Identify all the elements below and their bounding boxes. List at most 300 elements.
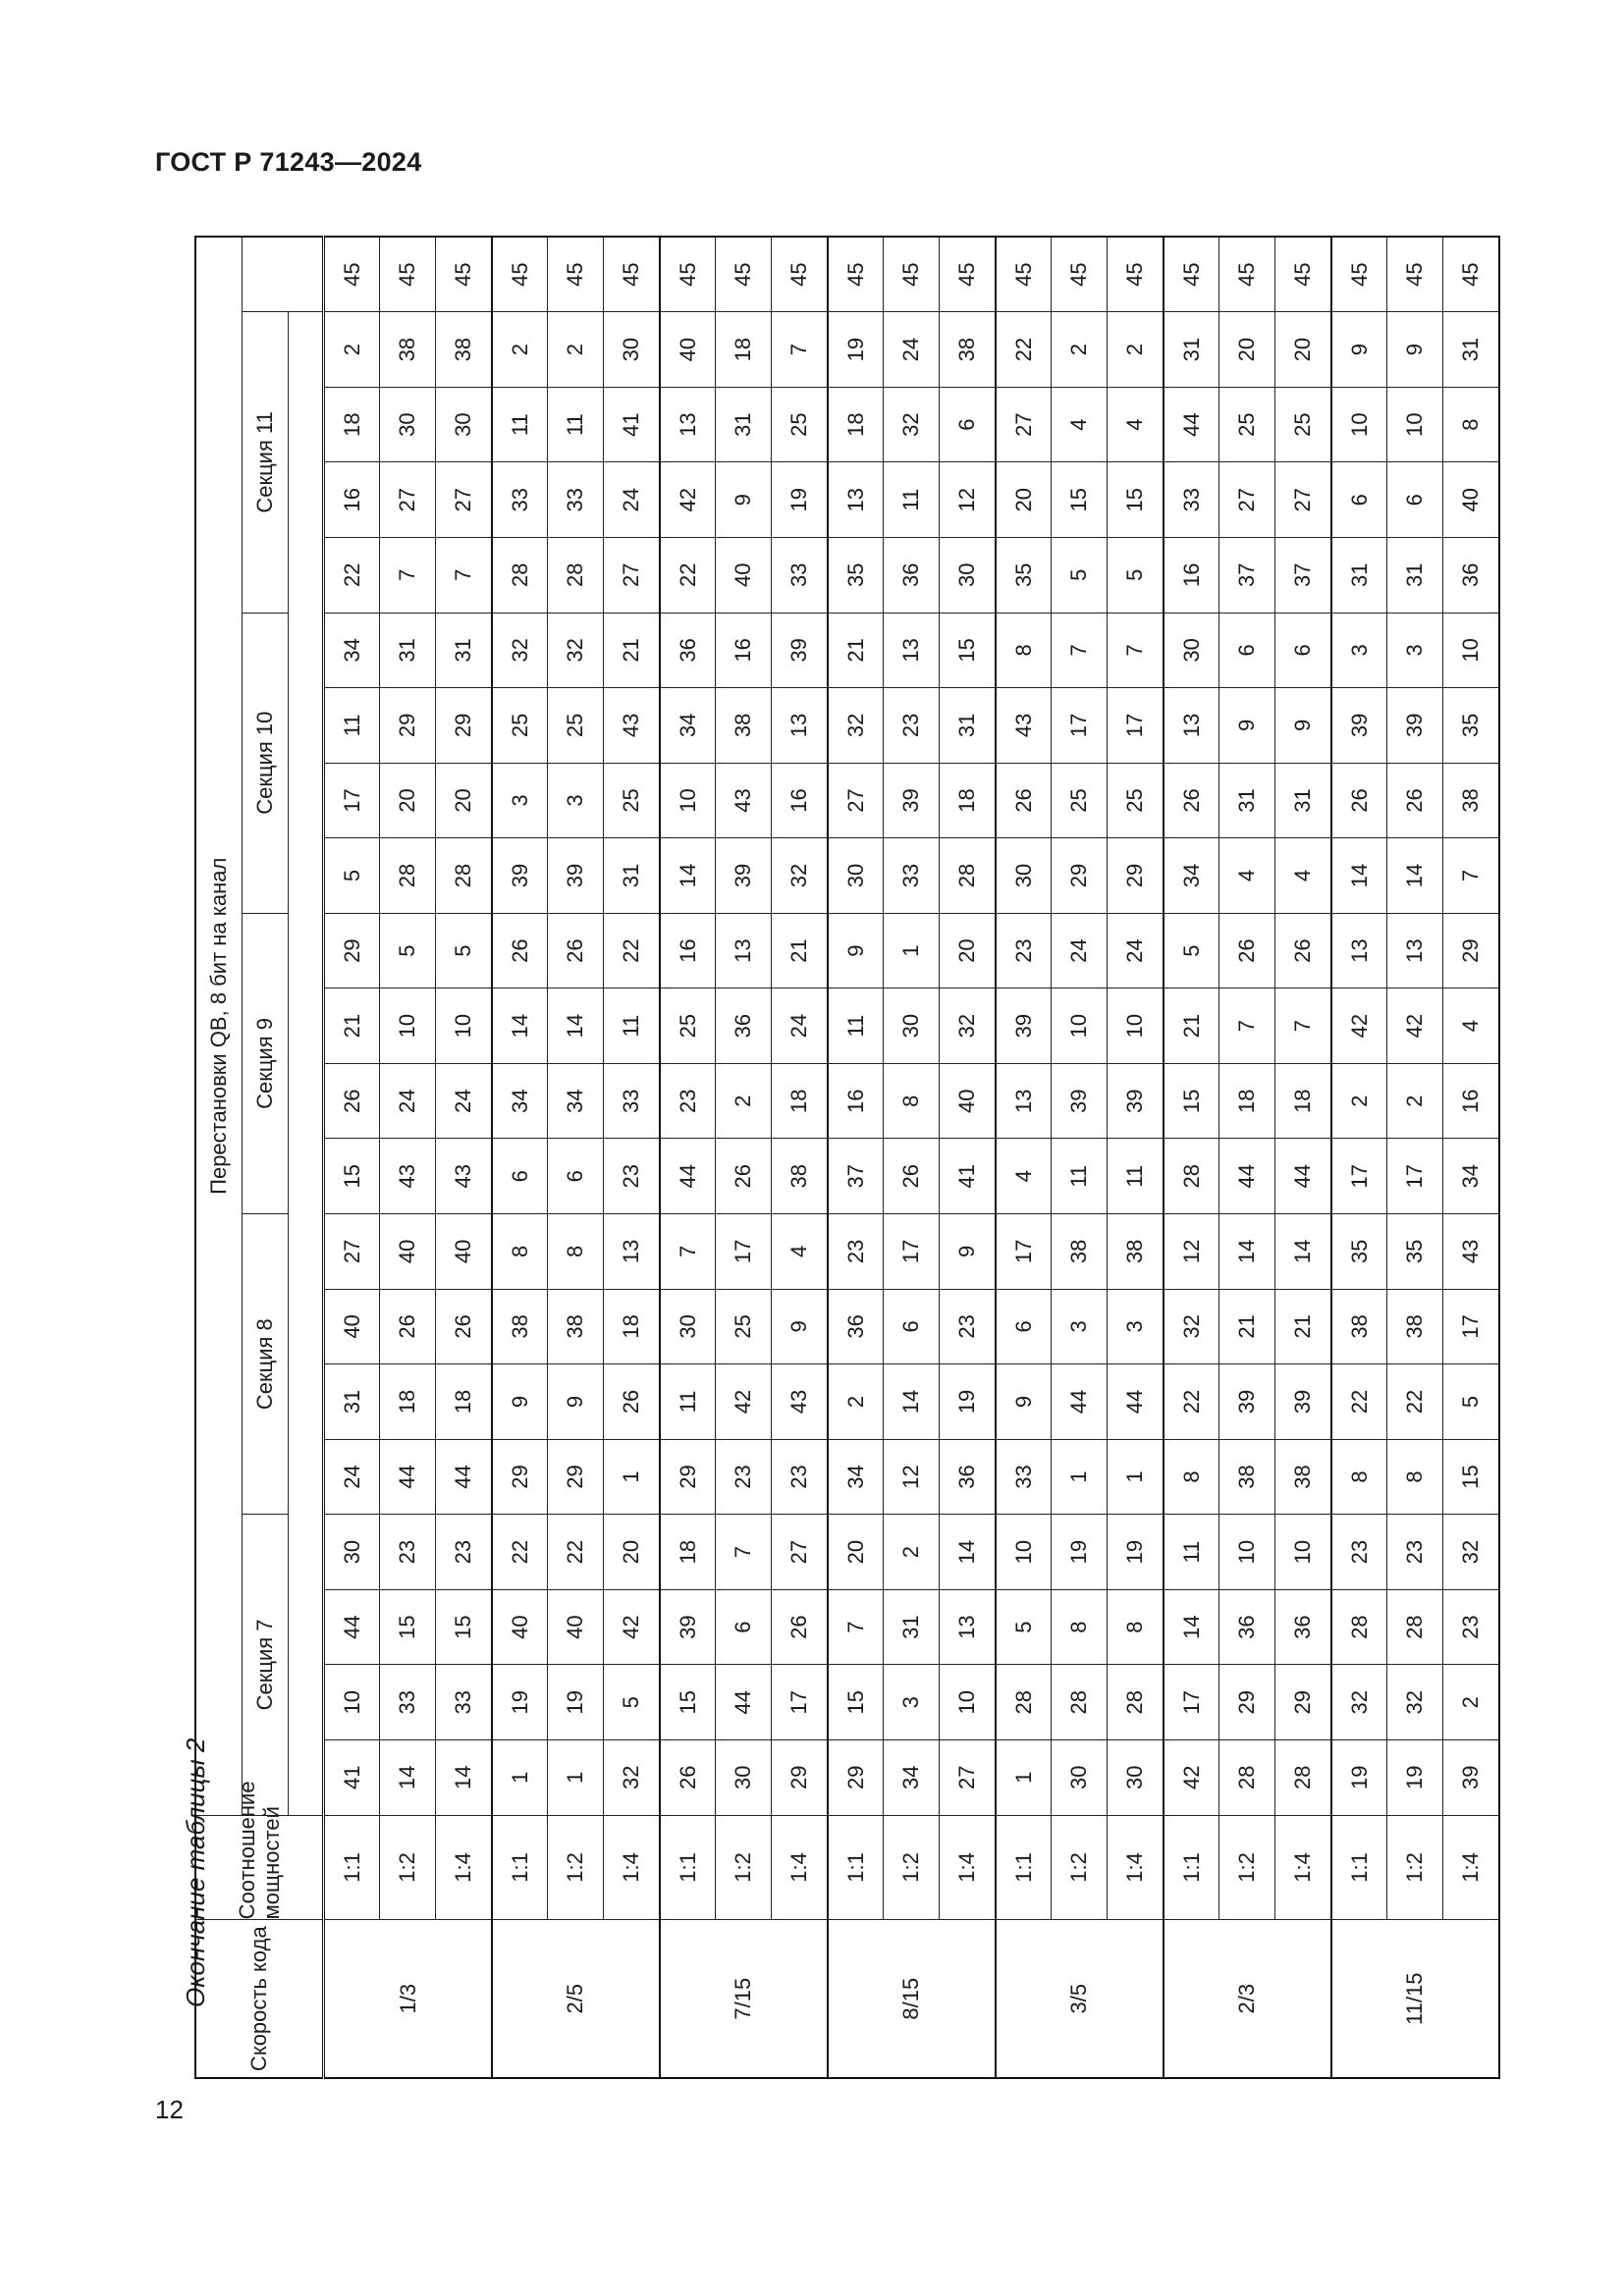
permutation-value-cell: 22: [1387, 1364, 1443, 1440]
header-group-permutations: Перестановки QB, 8 бит на канал: [195, 237, 243, 1815]
permutation-value-cell: 30: [660, 1289, 716, 1364]
permutation-value-cell: 10: [436, 988, 492, 1064]
permutation-value-cell: 21: [828, 613, 884, 688]
table-caption: Окончание таблицы 2: [181, 1737, 210, 2007]
permutation-value-cell: 45: [884, 237, 940, 312]
permutation-value-cell: 3: [1331, 613, 1387, 688]
permutation-value-cell: 15: [828, 1665, 884, 1740]
permutation-value-cell: 4: [1443, 988, 1499, 1064]
permutation-value-cell: 12: [940, 462, 996, 538]
permutation-value-cell: 27: [436, 462, 492, 538]
permutation-value-cell: 41: [604, 387, 660, 462]
permutation-value-cell: 33: [604, 1063, 660, 1139]
permutation-value-cell: 13: [1164, 688, 1219, 764]
permutation-value-cell: 10: [380, 988, 436, 1064]
permutation-value-cell: 45: [548, 237, 604, 312]
permutation-value-cell: 36: [1219, 1589, 1275, 1665]
permutation-value-cell: 34: [1443, 1139, 1499, 1214]
permutation-value-cell: 9: [772, 1289, 828, 1364]
permutation-value-cell: 5: [1164, 913, 1219, 988]
permutation-value-cell: 36: [716, 988, 772, 1064]
permutation-value-cell: 9: [548, 1364, 604, 1440]
table-row: [884, 237, 940, 2078]
permutation-value-cell: 17: [996, 1214, 1052, 1290]
permutation-value-cell: 18: [940, 763, 996, 838]
permutation-value-cell: 11: [492, 387, 548, 462]
power-ratio-cell: 1:4: [940, 1815, 996, 1920]
permutation-value-cell: 25: [492, 688, 548, 764]
permutation-value-cell: 11: [1164, 1515, 1219, 1590]
permutation-value-cell: 29: [1052, 838, 1108, 914]
permutation-value-cell: 3: [1387, 613, 1443, 688]
permutation-value-cell: 14: [1387, 838, 1443, 914]
permutation-value-cell: 36: [1275, 1589, 1331, 1665]
permutation-value-cell: 17: [1052, 688, 1108, 764]
permutation-value-cell: 3: [548, 763, 604, 838]
permutation-value-cell: 21: [1219, 1289, 1275, 1364]
permutation-value-cell: 22: [996, 312, 1052, 388]
permutation-value-cell: 40: [548, 1589, 604, 1665]
permutation-value-cell: 18: [604, 1289, 660, 1364]
permutation-value-cell: 6: [940, 387, 996, 462]
permutation-value-cell: 30: [380, 387, 436, 462]
permutation-value-cell: 14: [1219, 1214, 1275, 1290]
permutation-value-cell: 30: [828, 838, 884, 914]
permutation-value-cell: 28: [996, 1665, 1052, 1740]
permutation-value-cell: 23: [380, 1515, 436, 1590]
permutation-value-cell: 45: [828, 237, 884, 312]
permutation-value-cell: 26: [1275, 913, 1331, 988]
permutation-value-cell: 44: [324, 1589, 380, 1665]
permutation-value-cell: 26: [660, 1739, 716, 1815]
permutation-value-cell: 31: [1443, 312, 1499, 388]
permutation-value-cell: 20: [940, 913, 996, 988]
permutation-value-cell: 26: [716, 1139, 772, 1214]
permutation-value-cell: 32: [548, 613, 604, 688]
section-header: Секция 9: [243, 913, 289, 1213]
permutation-value-cell: 38: [1331, 1289, 1387, 1364]
permutation-value-cell: 6: [1219, 613, 1275, 688]
permutation-value-cell: 8: [1387, 1439, 1443, 1515]
permutation-value-cell: 4: [772, 1214, 828, 1290]
permutation-value-cell: 11: [828, 988, 884, 1064]
permutation-value-cell: 13: [1387, 913, 1443, 988]
permutation-value-cell: 23: [1331, 1515, 1387, 1590]
section-header-last-column: [243, 237, 324, 312]
permutation-value-cell: 34: [1164, 838, 1219, 914]
permutation-value-cell: 33: [1164, 462, 1219, 538]
permutation-value-cell: 28: [1275, 1739, 1331, 1815]
permutation-value-cell: 26: [492, 913, 548, 988]
permutation-value-cell: 34: [884, 1739, 940, 1815]
permutation-value-cell: 40: [492, 1589, 548, 1665]
table-row: [436, 237, 492, 2078]
permutation-value-cell: 29: [828, 1739, 884, 1815]
permutation-value-cell: 44: [660, 1139, 716, 1214]
section-header-spacer: [289, 312, 324, 1815]
permutation-value-cell: 11: [1052, 1139, 1108, 1214]
table-row: [772, 237, 828, 2078]
permutation-value-cell: 7: [436, 537, 492, 613]
permutation-value-cell: 32: [884, 387, 940, 462]
permutation-value-cell: 5: [996, 1589, 1052, 1665]
permutation-value-cell: 13: [884, 613, 940, 688]
permutation-value-cell: 17: [1108, 688, 1164, 764]
permutation-value-cell: 8: [548, 1214, 604, 1290]
table-row: [1052, 237, 1108, 2078]
permutation-value-cell: 37: [1219, 537, 1275, 613]
permutation-value-cell: 31: [940, 688, 996, 764]
table-row: [996, 237, 1052, 2078]
permutation-value-cell: 24: [772, 988, 828, 1064]
permutation-value-cell: 44: [716, 1665, 772, 1740]
permutation-value-cell: 23: [940, 1289, 996, 1364]
permutation-value-cell: 29: [436, 688, 492, 764]
permutation-value-cell: 2: [324, 312, 380, 388]
permutation-value-cell: 23: [436, 1515, 492, 1590]
power-ratio-cell: 1:2: [884, 1815, 940, 1920]
table-row: [380, 237, 436, 2078]
permutation-value-cell: 31: [1275, 763, 1331, 838]
permutation-value-cell: 4: [1108, 387, 1164, 462]
permutation-value-cell: 26: [996, 763, 1052, 838]
permutation-value-cell: 30: [1108, 1739, 1164, 1815]
permutation-value-cell: 44: [436, 1439, 492, 1515]
permutation-value-cell: 29: [492, 1439, 548, 1515]
permutation-value-cell: 30: [324, 1515, 380, 1590]
permutation-value-cell: 26: [324, 1063, 380, 1139]
permutation-value-cell: 25: [772, 387, 828, 462]
permutation-value-cell: 11: [604, 988, 660, 1064]
permutation-value-cell: 32: [1331, 1665, 1387, 1740]
permutation-value-cell: 9: [492, 1364, 548, 1440]
permutation-value-cell: 20: [436, 763, 492, 838]
permutation-value-cell: 27: [1275, 462, 1331, 538]
permutation-value-cell: 7: [380, 537, 436, 613]
permutation-value-cell: 28: [436, 838, 492, 914]
permutation-value-cell: 28: [1387, 1589, 1443, 1665]
permutation-value-cell: 15: [1108, 462, 1164, 538]
permutation-value-cell: 35: [828, 537, 884, 613]
permutation-value-cell: 8: [1331, 1439, 1387, 1515]
permutation-value-cell: 7: [828, 1589, 884, 1665]
permutation-value-cell: 38: [380, 312, 436, 388]
permutation-value-cell: 24: [436, 1063, 492, 1139]
permutation-value-cell: 30: [996, 838, 1052, 914]
permutation-value-cell: 37: [1275, 537, 1331, 613]
permutation-value-cell: 5: [324, 838, 380, 914]
power-ratio-cell: 1:4: [436, 1815, 492, 1920]
permutation-value-cell: 39: [772, 613, 828, 688]
permutation-value-cell: 28: [492, 537, 548, 613]
permutation-value-cell: 25: [1219, 387, 1275, 462]
table-row: [660, 237, 716, 2078]
permutation-value-cell: 32: [604, 1739, 660, 1815]
permutation-value-cell: 8: [492, 1214, 548, 1290]
permutation-value-cell: 18: [772, 1063, 828, 1139]
permutation-value-cell: 44: [1275, 1139, 1331, 1214]
permutation-value-cell: 18: [1275, 1063, 1331, 1139]
permutation-value-cell: 7: [1443, 838, 1499, 914]
permutation-value-cell: 31: [884, 1589, 940, 1665]
permutation-value-cell: 14: [548, 988, 604, 1064]
permutation-value-cell: 12: [884, 1439, 940, 1515]
permutation-value-cell: 31: [1219, 763, 1275, 838]
permutation-value-cell: 43: [1443, 1214, 1499, 1290]
permutation-value-cell: 21: [1275, 1289, 1331, 1364]
permutation-value-cell: 45: [324, 237, 380, 312]
power-ratio-cell: 1:2: [1387, 1815, 1443, 1920]
permutation-value-cell: 23: [716, 1439, 772, 1515]
permutation-value-cell: 32: [1164, 1289, 1219, 1364]
permutation-value-cell: 44: [1052, 1364, 1108, 1440]
permutation-value-cell: 22: [604, 913, 660, 988]
table-row: [716, 237, 772, 2078]
permutation-value-cell: 34: [660, 688, 716, 764]
code-rate-cell: 1/3: [324, 1920, 492, 2078]
permutation-value-cell: 10: [1052, 988, 1108, 1064]
permutation-value-cell: 9: [1275, 688, 1331, 764]
power-ratio-cell: 1:1: [660, 1815, 716, 1920]
permutation-value-cell: 6: [1331, 462, 1387, 538]
permutation-value-cell: 45: [436, 237, 492, 312]
permutation-value-cell: 19: [548, 1665, 604, 1740]
permutation-value-cell: 9: [940, 1214, 996, 1290]
permutation-value-cell: 30: [604, 312, 660, 388]
permutation-value-cell: 26: [1164, 763, 1219, 838]
permutation-value-cell: 44: [380, 1439, 436, 1515]
permutation-value-cell: 39: [660, 1589, 716, 1665]
permutation-value-cell: 18: [716, 312, 772, 388]
permutation-value-cell: 9: [996, 1364, 1052, 1440]
permutation-value-cell: 11: [324, 688, 380, 764]
permutation-value-cell: 31: [1164, 312, 1219, 388]
permutation-value-cell: 6: [884, 1289, 940, 1364]
permutation-value-cell: 31: [1387, 537, 1443, 613]
permutation-value-cell: 18: [436, 1364, 492, 1440]
permutation-value-cell: 1: [548, 1739, 604, 1815]
permutation-value-cell: 42: [1164, 1739, 1219, 1815]
permutation-value-cell: 13: [604, 1214, 660, 1290]
permutation-value-cell: 26: [772, 1589, 828, 1665]
permutation-value-cell: 18: [324, 387, 380, 462]
permutation-value-cell: 39: [548, 838, 604, 914]
permutation-value-cell: 27: [996, 387, 1052, 462]
permutation-value-cell: 19: [940, 1364, 996, 1440]
permutation-value-cell: 20: [828, 1515, 884, 1590]
permutation-value-cell: 17: [772, 1665, 828, 1740]
permutation-value-cell: 14: [884, 1364, 940, 1440]
permutation-value-cell: 43: [380, 1139, 436, 1214]
power-ratio-cell: 1:1: [996, 1815, 1052, 1920]
permutation-value-cell: 23: [828, 1214, 884, 1290]
permutation-value-cell: 40: [716, 537, 772, 613]
permutation-value-cell: 42: [604, 1589, 660, 1665]
permutation-value-cell: 30: [716, 1739, 772, 1815]
table-row: [1275, 237, 1331, 2078]
permutation-value-cell: 41: [324, 1739, 380, 1815]
power-ratio-cell: 1:4: [1108, 1815, 1164, 1920]
permutation-value-cell: 23: [1443, 1589, 1499, 1665]
permutation-value-cell: 39: [492, 838, 548, 914]
document-header: ГОСТ Р 71243—2024: [155, 147, 422, 177]
permutation-value-cell: 2: [1443, 1665, 1499, 1740]
permutation-value-cell: 32: [1387, 1665, 1443, 1740]
permutation-value-cell: 32: [772, 838, 828, 914]
table-row: [324, 237, 380, 2078]
permutation-value-cell: 44: [1219, 1139, 1275, 1214]
permutation-value-cell: 15: [380, 1589, 436, 1665]
permutation-value-cell: 39: [1275, 1364, 1331, 1440]
permutation-value-cell: 23: [996, 913, 1052, 988]
permutation-value-cell: 28: [548, 537, 604, 613]
permutation-value-cell: 39: [1219, 1364, 1275, 1440]
permutation-value-cell: 13: [716, 913, 772, 988]
permutation-value-cell: 29: [1275, 1665, 1331, 1740]
power-ratio-cell: 1:4: [604, 1815, 660, 1920]
permutation-value-cell: 17: [1331, 1139, 1387, 1214]
permutation-value-cell: 11: [884, 462, 940, 538]
permutation-value-cell: 21: [1164, 988, 1219, 1064]
permutation-value-cell: 19: [772, 462, 828, 538]
permutation-value-cell: 18: [828, 387, 884, 462]
permutation-value-cell: 15: [436, 1589, 492, 1665]
permutation-value-cell: 6: [1275, 613, 1331, 688]
permutation-value-cell: 15: [1164, 1063, 1219, 1139]
permutation-value-cell: 2: [1108, 312, 1164, 388]
permutation-value-cell: 39: [1331, 688, 1387, 764]
permutation-value-cell: 22: [548, 1515, 604, 1590]
permutation-value-cell: 27: [604, 537, 660, 613]
permutation-value-cell: 33: [884, 838, 940, 914]
section-header: Секция 11: [243, 312, 289, 613]
permutation-value-cell: 31: [716, 387, 772, 462]
permutation-value-cell: 9: [1219, 688, 1275, 764]
table-row: [1219, 237, 1275, 2078]
permutation-value-cell: 14: [1275, 1214, 1331, 1290]
permutation-value-cell: 10: [660, 763, 716, 838]
spacer-header-row: [289, 237, 324, 2078]
permutation-value-cell: 5: [1052, 537, 1108, 613]
permutation-value-cell: 16: [660, 913, 716, 988]
power-ratio-cell: 1:2: [548, 1815, 604, 1920]
permutation-value-cell: 39: [884, 763, 940, 838]
permutation-value-cell: 28: [1108, 1665, 1164, 1740]
permutation-value-cell: 29: [380, 688, 436, 764]
permutation-value-cell: 35: [1331, 1214, 1387, 1290]
permutation-value-cell: 17: [1387, 1139, 1443, 1214]
permutation-value-cell: 7: [660, 1214, 716, 1290]
permutation-value-cell: 36: [884, 537, 940, 613]
permutation-value-cell: 10: [1331, 387, 1387, 462]
permutation-value-cell: 26: [884, 1139, 940, 1214]
section-header: Секция 7: [243, 1515, 289, 1815]
permutation-value-cell: 45: [604, 237, 660, 312]
permutation-value-cell: 28: [1164, 1139, 1219, 1214]
permutation-value-cell: 4: [1052, 387, 1108, 462]
permutation-value-cell: 22: [660, 537, 716, 613]
permutation-value-cell: 36: [1443, 537, 1499, 613]
permutation-value-cell: 38: [1219, 1439, 1275, 1515]
table-row: [1331, 237, 1387, 2078]
permutation-value-cell: 8: [1052, 1589, 1108, 1665]
permutation-value-cell: 33: [996, 1439, 1052, 1515]
permutation-value-cell: 3: [1052, 1289, 1108, 1364]
power-ratio-cell: 1:1: [1164, 1815, 1219, 1920]
permutation-value-cell: 24: [1108, 913, 1164, 988]
permutation-value-cell: 24: [604, 462, 660, 538]
permutation-value-cell: 22: [492, 1515, 548, 1590]
permutation-value-cell: 7: [716, 1515, 772, 1590]
permutation-value-cell: 25: [716, 1289, 772, 1364]
permutation-value-cell: 35: [996, 537, 1052, 613]
permutation-value-cell: 22: [324, 537, 380, 613]
permutation-value-cell: 1: [996, 1739, 1052, 1815]
table-container: [194, 236, 1484, 2079]
permutation-value-cell: 4: [1275, 838, 1331, 914]
permutation-value-cell: 16: [828, 1063, 884, 1139]
permutation-value-cell: 28: [940, 838, 996, 914]
permutation-value-cell: 16: [324, 462, 380, 538]
permutation-value-cell: 27: [940, 1739, 996, 1815]
permutation-value-cell: 8: [1164, 1439, 1219, 1515]
permutation-value-cell: 7: [1052, 613, 1108, 688]
permutation-value-cell: 8: [996, 613, 1052, 688]
permutation-value-cell: 6: [492, 1139, 548, 1214]
permutation-value-cell: 45: [380, 237, 436, 312]
permutation-value-cell: 30: [884, 988, 940, 1064]
table-row: [1108, 237, 1164, 2078]
permutation-value-cell: 13: [660, 387, 716, 462]
permutation-value-cell: 40: [380, 1214, 436, 1290]
permutation-value-cell: 2: [1052, 312, 1108, 388]
permutation-value-cell: 19: [1331, 1739, 1387, 1815]
permutation-value-cell: 17: [716, 1214, 772, 1290]
permutation-value-cell: 2: [548, 312, 604, 388]
permutation-value-cell: 43: [996, 688, 1052, 764]
permutation-value-cell: 18: [660, 1515, 716, 1590]
permutation-value-cell: 19: [1052, 1515, 1108, 1590]
permutation-value-cell: 10: [1219, 1515, 1275, 1590]
permutation-value-cell: 26: [380, 1289, 436, 1364]
permutation-value-cell: 26: [604, 1364, 660, 1440]
permutation-value-cell: 38: [940, 312, 996, 388]
permutation-value-cell: 32: [940, 988, 996, 1064]
permutation-value-cell: 14: [436, 1739, 492, 1815]
permutation-value-cell: 15: [1052, 462, 1108, 538]
permutation-value-cell: 1: [1108, 1439, 1164, 1515]
permutation-value-cell: 5: [1108, 537, 1164, 613]
permutation-value-cell: 26: [1331, 763, 1387, 838]
permutation-value-cell: 29: [324, 913, 380, 988]
permutation-value-cell: 19: [1108, 1515, 1164, 1590]
permutation-value-cell: 23: [772, 1439, 828, 1515]
permutation-value-cell: 17: [884, 1214, 940, 1290]
permutation-value-cell: 27: [324, 1214, 380, 1290]
permutation-value-cell: 13: [828, 462, 884, 538]
permutation-value-cell: 8: [1443, 387, 1499, 462]
permutation-value-cell: 10: [940, 1665, 996, 1740]
power-ratio-cell: 1:1: [1331, 1815, 1387, 1920]
permutation-value-cell: 20: [1275, 312, 1331, 388]
permutation-value-cell: 29: [1443, 913, 1499, 988]
permutation-value-cell: 1: [1052, 1439, 1108, 1515]
permutation-value-cell: 9: [716, 462, 772, 538]
permutation-value-cell: 45: [660, 237, 716, 312]
permutation-value-cell: 45: [1387, 237, 1443, 312]
table-row: [940, 237, 996, 2078]
permutation-value-cell: 10: [1108, 988, 1164, 1064]
